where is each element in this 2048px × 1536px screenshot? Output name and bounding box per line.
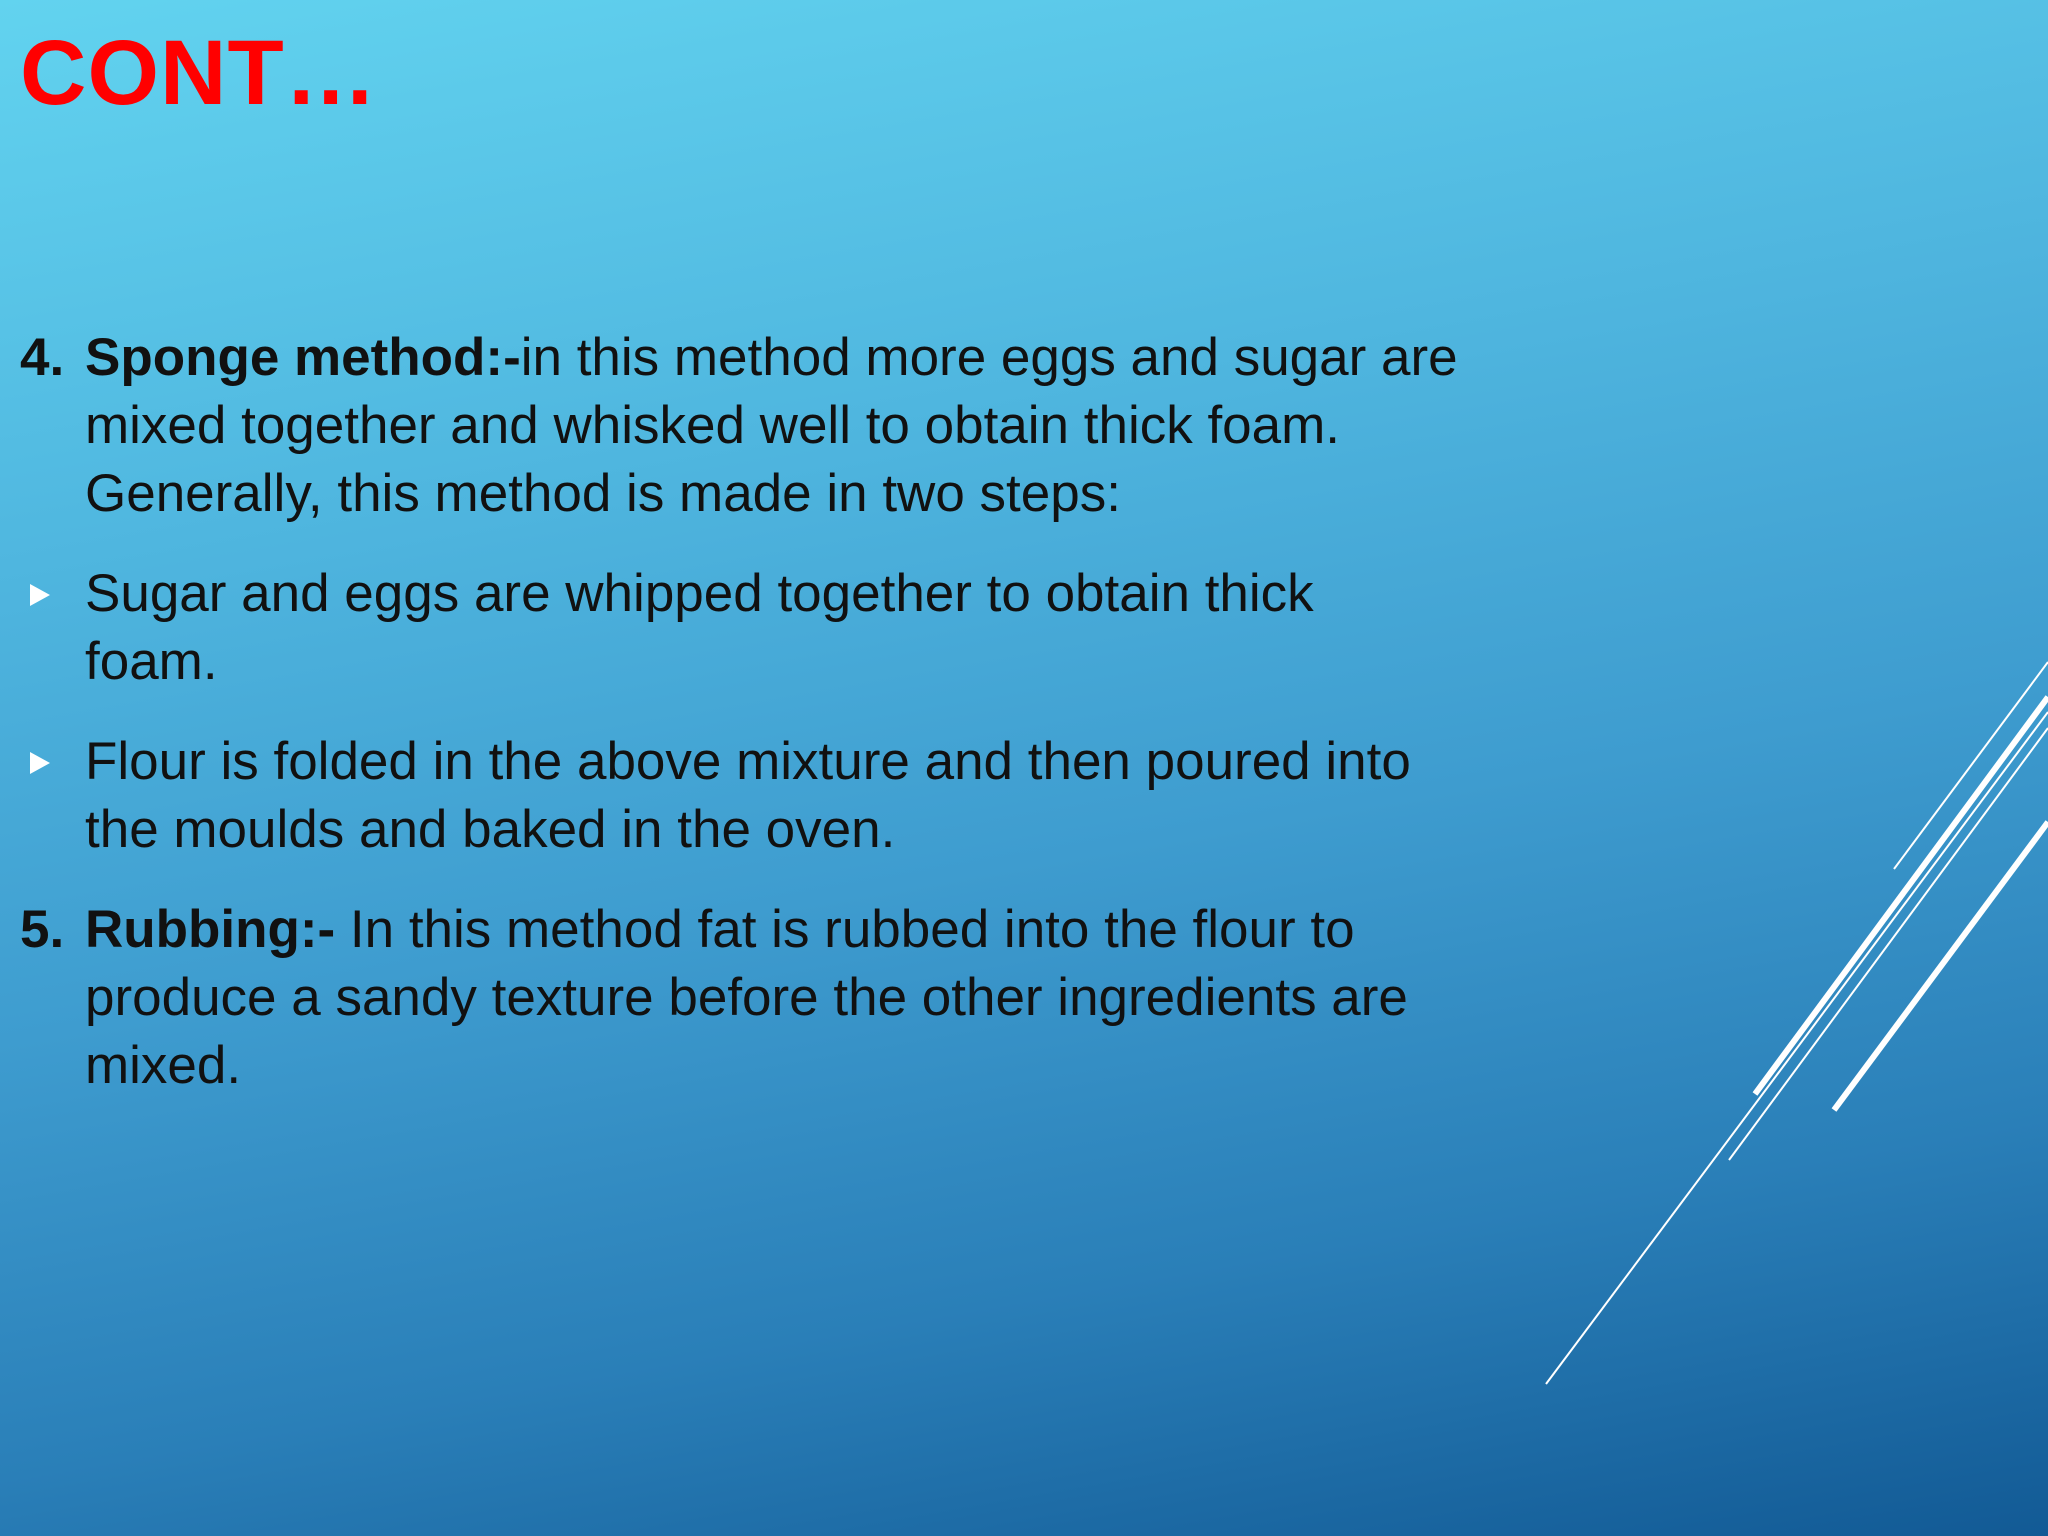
decor-line xyxy=(1546,712,2048,1384)
bullet-item-step-2 xyxy=(20,728,1460,864)
slide-title: CONT… xyxy=(20,22,378,124)
item-term: Rubbing:- xyxy=(85,900,336,959)
decor-line xyxy=(1755,697,2048,1094)
item-text: in this method more eggs and sugar are mixed together and whisked well to obtain thick foam. Generally, this method is made in two steps: xyxy=(85,328,1458,523)
triangle-right-icon xyxy=(30,752,50,774)
item-number: 4. xyxy=(20,328,65,387)
decor-line xyxy=(1729,728,2048,1160)
decor-line xyxy=(1834,822,2048,1110)
slide-content xyxy=(20,324,1460,1132)
item-text: In this method fat is rubbed into the flour to produce a sandy texture before the other ingredients are mixed. xyxy=(85,900,1408,1095)
item-number: 5. xyxy=(20,900,65,959)
list-item-rubbing xyxy=(20,896,1460,1100)
list-item-sponge-method xyxy=(20,324,1460,528)
bullet-item-step-1 xyxy=(20,560,1460,696)
bullet-text: Sugar and eggs are whipped together to obtain thick foam. xyxy=(85,564,1314,691)
item-term: Sponge method:- xyxy=(85,328,521,387)
bullet-text: Flour is folded in the above mixture and then poured into the moulds and baked in the oven. xyxy=(85,732,1411,859)
decor-line xyxy=(1894,662,2048,869)
triangle-right-icon xyxy=(30,584,50,606)
